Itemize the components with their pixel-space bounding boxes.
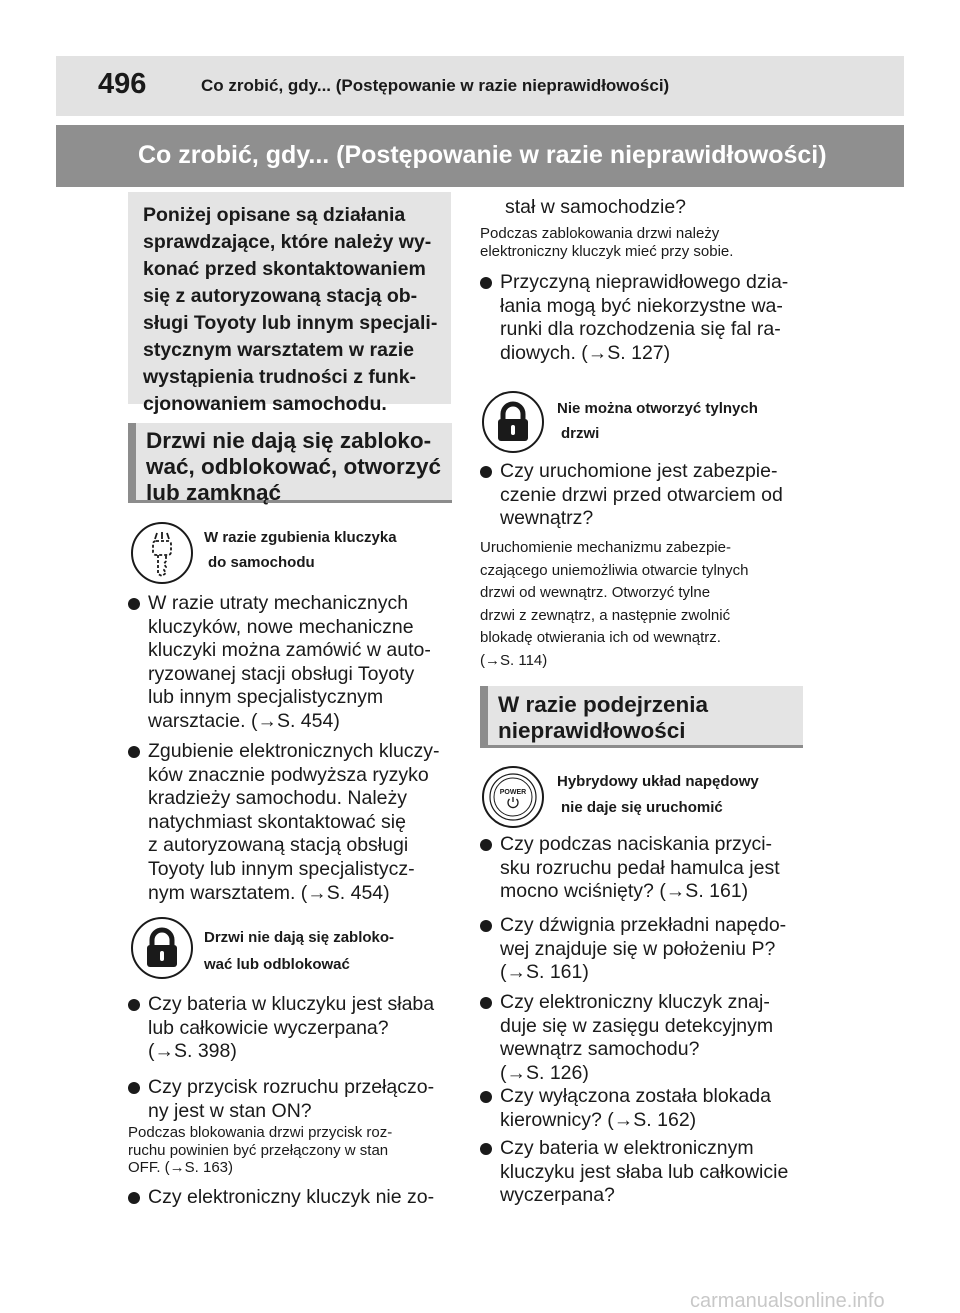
section-title-line3: lub zamknąć bbox=[146, 480, 282, 505]
section-heading-doors bbox=[128, 423, 452, 503]
section-heading-malfunction bbox=[480, 686, 803, 748]
key-icon bbox=[131, 522, 193, 584]
page-number: 496 bbox=[98, 68, 147, 100]
padlock-icon bbox=[131, 917, 193, 979]
hybrid-label-line2: nie daje się uruchomić bbox=[561, 799, 723, 816]
continued-text: stał w samochodzie? bbox=[505, 196, 687, 218]
chapter-band bbox=[56, 125, 904, 187]
section-title-line1: Drzwi nie dają się zabloko- bbox=[146, 428, 432, 453]
lock-fail-label-line2: wać lub odblokować bbox=[204, 956, 350, 973]
bullet-text: Czy elektroniczny kluczyk znaj- duje się w zasięgu detekcyjnym wewnątrz samochodu? (→S. 126) bbox=[500, 991, 774, 1084]
bullet-text: Zgubienie elektronicznych kluczy- ków znacznie podwyższa ryzyko kradzieży samochodu. Należy natychmiast skontaktować się z autoryzowaną stacją obsługi Toyoty lub innym specjalistycz- nym warsztatem. (→S. 454) bbox=[148, 740, 440, 904]
power-button-icon bbox=[482, 766, 544, 828]
bullet-text: Czy przycisk rozruchu przełączo- ny jest w stan ON? bbox=[148, 1076, 435, 1122]
chapter-title: Co zrobić, gdy... (Postępowanie w razie nieprawidłowości) bbox=[138, 141, 827, 169]
bullet-text: W razie utraty mechanicznych kluczyków, nowe mechaniczne kluczyki można zamówić w auto- ryzowanej stacji obsługi Toyoty lub innym specjalistycznym warsztacie. (→S. 454) bbox=[148, 592, 431, 732]
bullet-text: Czy dźwignia przekładni napędo- wej znajduje się w położeniu P? (→S. 161) bbox=[500, 914, 787, 984]
section-title-line2: nieprawidłowości bbox=[498, 718, 686, 743]
page-header bbox=[56, 56, 904, 116]
lock-fail-label-line1: Drzwi nie dają się zabloko- bbox=[204, 929, 395, 946]
rear-door-label-line2: drzwi bbox=[561, 425, 600, 442]
note-text: Uruchomienie mechanizmu zabezpie- czającego uniemożliwia otwarcie tylnych drzwi od wewnątrz. Otworzyć tylne drzwi z zewnątrz, a następnie zwolnić blokadę otwierania ich od wewnątrz. (→S. 114) bbox=[480, 539, 749, 669]
watermark: carmanualsonline.info bbox=[690, 1290, 885, 1312]
bullet-text: Czy bateria w kluczyku jest słaba lub całkowicie wyczerpana? (→S. 398) bbox=[148, 993, 435, 1063]
key-lost-label-line1: W razie zgubienia kluczyka bbox=[204, 529, 397, 546]
bullet-text: Czy uruchomione jest zabezpie- czenie drzwi przed otwarciem od wewnątrz? bbox=[500, 460, 783, 530]
bullet-text: Czy wyłączona została blokada kierownicy? (→S. 162) bbox=[500, 1085, 771, 1131]
rear-door-label-line1: Nie można otworzyć tylnych bbox=[557, 400, 758, 417]
header-title: Co zrobić, gdy... (Postępowanie w razie nieprawidłowości) bbox=[201, 76, 670, 95]
note-text: Podczas zablokowania drzwi należy elektroniczny kluczyk mieć przy sobie. bbox=[480, 225, 734, 260]
intro-box bbox=[128, 192, 451, 415]
bullet-text: Czy elektroniczny kluczyk nie zo- bbox=[148, 1186, 435, 1208]
note-text: Podczas blokowania drzwi przycisk roz- ruchu powinien być przełączony w stan OFF. (→S. 163) bbox=[128, 1124, 393, 1176]
section-title-line2: wać, odblokować, otworzyć bbox=[146, 454, 442, 479]
padlock-icon bbox=[482, 391, 544, 453]
key-lost-label-line2: do samochodu bbox=[208, 554, 315, 571]
bullet-text: Czy podczas naciskania przyci- sku rozruchu pedał hamulca jest mocno wciśnięty? (→S. 161) bbox=[500, 833, 780, 903]
intro-text: Poniżej opisane są działania sprawdzające, które należy wy-konać przed skontaktowaniem się z autoryzowaną stacją ob-sługi Toyoty lub innym specjali-stycznym warsztatem w razie wystąpienia trudności z funk-cjonowaniem samochodu. bbox=[143, 204, 438, 415]
bullet-text: Czy bateria w elektronicznym kluczyku jest słaba lub całkowicie wyczerpana? bbox=[500, 1137, 789, 1207]
bullet-text: Przyczyną nieprawidłowego dzia- łania mogą być niekorzystne wa- runki dla rozchodzenia się fal ra- diowych. (→S. 127) bbox=[500, 271, 789, 364]
section-title-line1: W razie podejrzenia bbox=[498, 692, 709, 717]
hybrid-label-line1: Hybrydowy układ napędowy bbox=[557, 773, 759, 790]
power-icon-text: POWER bbox=[499, 789, 527, 796]
